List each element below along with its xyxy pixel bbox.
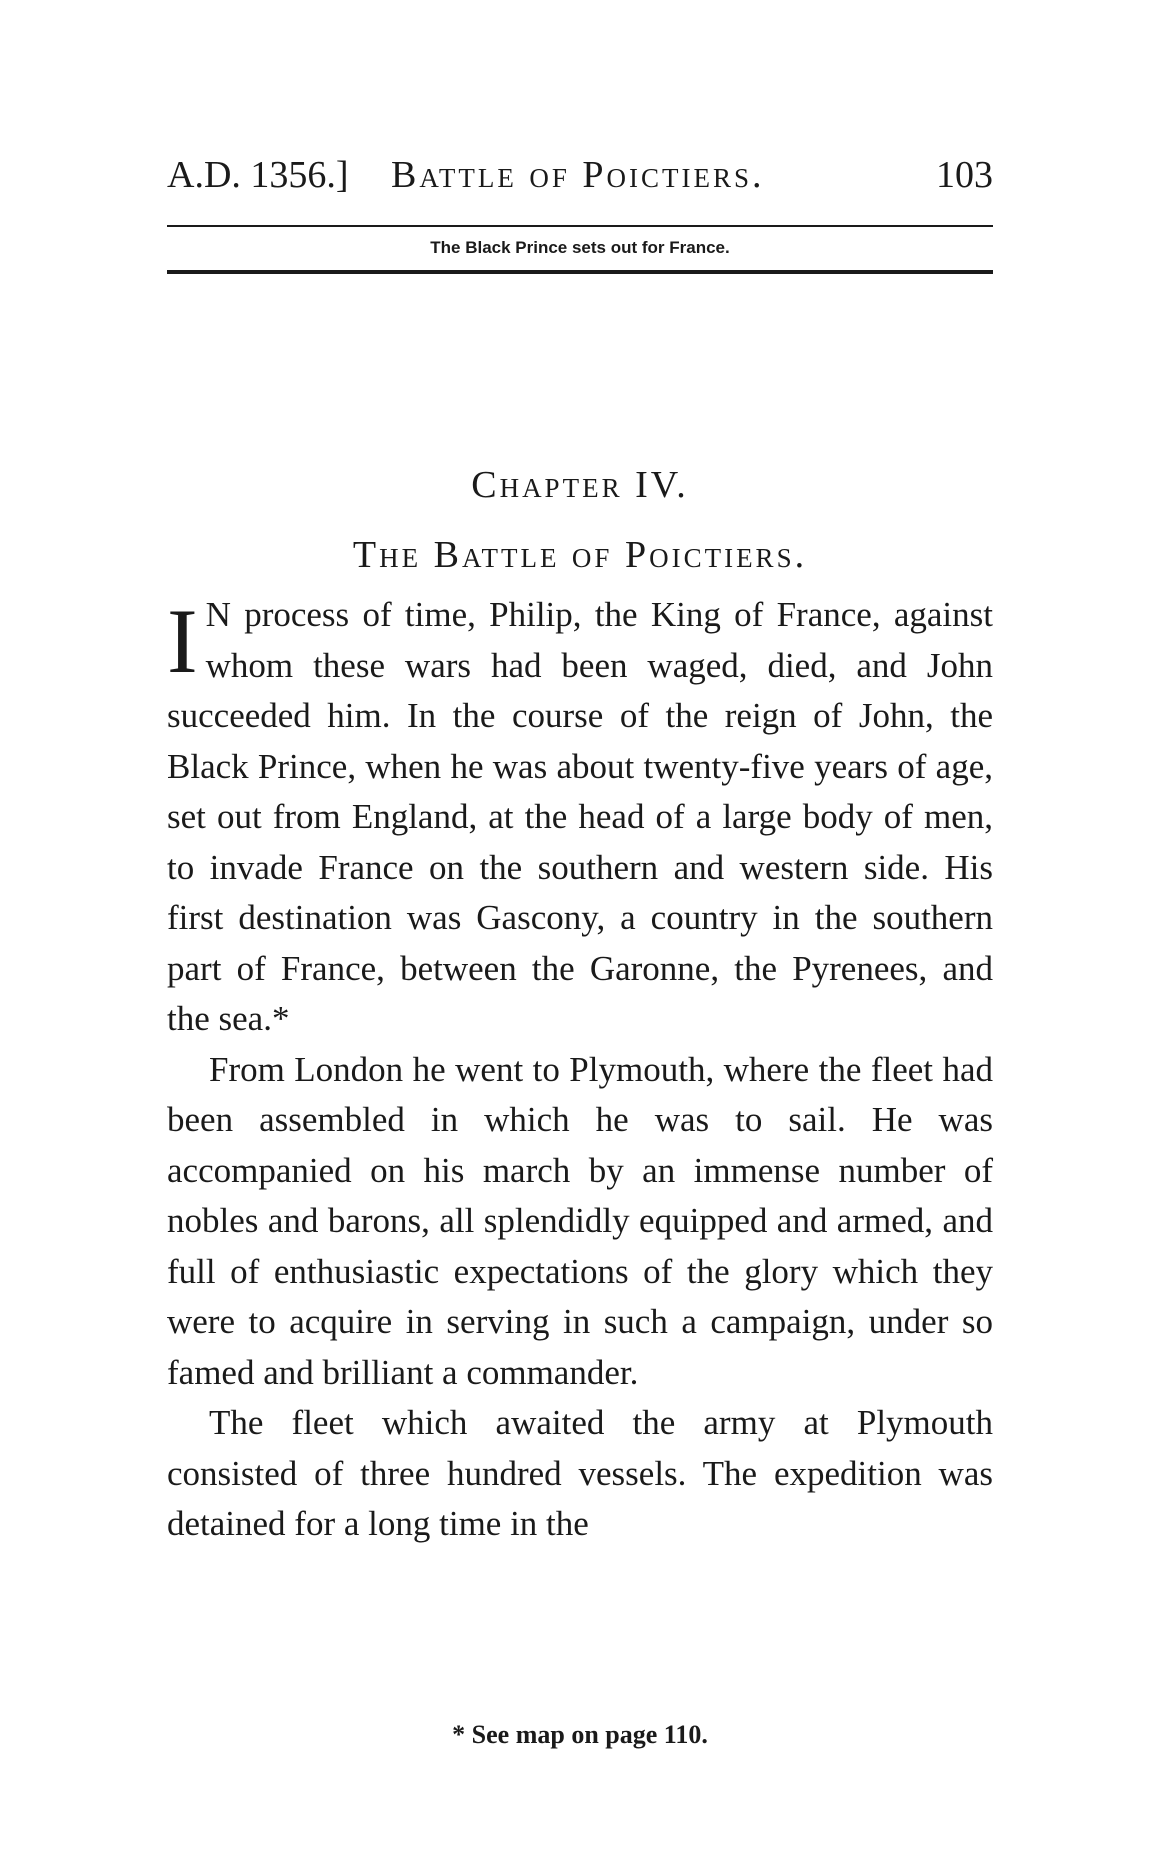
running-head: [167, 150, 993, 200]
running-head-date: A.D. 1356.]: [167, 154, 349, 196]
side-note: The Black Prince sets out for France.: [430, 238, 730, 257]
page-number: 103: [936, 154, 993, 196]
drop-cap: I: [167, 590, 198, 692]
paragraph-3: The fleet which awaited the army at Plymouth consisted of three hundred vessels. The expedition was detained for a long time in the: [167, 1403, 993, 1543]
book-page: [167, 0, 993, 1858]
chapter-title: The Battle of Poictiers.: [352, 534, 808, 576]
footnote: * See map on page 110.: [452, 1720, 708, 1749]
running-head-title: Battle of Poictiers.: [391, 154, 765, 196]
header-rule-bottom: [167, 270, 993, 274]
chapter-number: Chapter IV.: [471, 464, 689, 506]
paragraph-2: From London he went to Plymouth, where the fleet had been assembled in which he was to sail. He was accompanied on his march by an immense number of nobles and barons, all splendidly equipped and armed, and full of enthusiastic expectations of the glory which they were to acquire in serving in such a campaign, under so famed and brilliant a commander.: [167, 1049, 993, 1392]
paragraph-1-text: N process of time, Philip, the King of France, against whom these wars had been waged, died, and John succeeded him. In the course of the reign of John, the Black Prince, when he was about twenty-five years of age, set out from England, at the head of a large body of men, to invade France on the southern and western side. His first destination was Gascony, a country in the southern part of France, between the Garonne, the Pyrenees, and the sea.*: [167, 595, 993, 1038]
paragraph-1: [167, 590, 993, 1045]
body-text: [167, 590, 993, 1550]
header-rule-top: [167, 225, 993, 227]
